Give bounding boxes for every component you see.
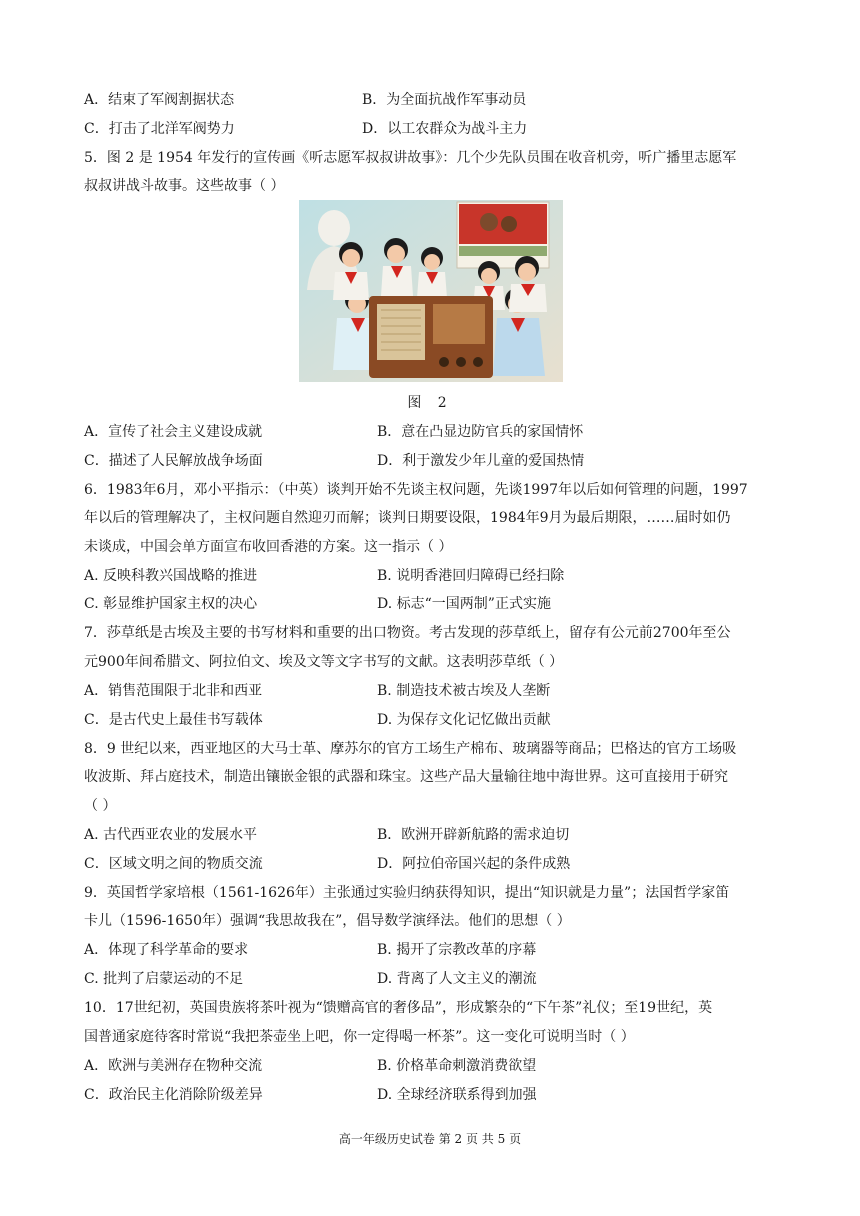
radio-icon [369, 296, 493, 378]
question-9-stem-line2: 卡儿（1596-1650年）强调“我思故我在”，倡导数学演绎法。他们的思想（ ） [84, 913, 571, 929]
question-10-stem-line2: 国普通家庭待客时常说“我把茶壶坐上吧，你一定得喝一杯茶”。这一变化可说明当时（ ） [84, 1029, 635, 1045]
question-8-option-b: B．欧洲开辟新航路的需求迫切 [377, 827, 570, 843]
question-10-option-c: C．政治民主化消除阶级差异 [84, 1087, 263, 1103]
question-10-option-b: B. 价格革命刺激消费欲望 [377, 1058, 537, 1074]
question-7-option-a: A．销售范围限于北非和西亚 [84, 683, 263, 699]
question-7-option-d: D. 为保存文化记忆做出贡献 [377, 712, 551, 728]
question-10-option-d: D. 全球经济联系得到加强 [377, 1087, 537, 1103]
question-9-option-c: C. 批判了启蒙运动的不足 [84, 971, 244, 987]
question-6-option-a: A. 反映科教兴国战略的推进 [84, 568, 258, 584]
question-6-option-d: D. 标志“一国两制”正式实施 [377, 596, 551, 612]
question-8-option-c: C．区域文明之间的物质交流 [84, 856, 263, 872]
question-9-stem-line1: 9．英国哲学家培根（1561-1626年）主张通过实验归纳获得知识，提出“知识就是力量”；法国哲学家笛 [84, 885, 730, 901]
question-5-option-a: A．宣传了社会主义建设成就 [84, 424, 263, 440]
option-b: B．为全面抗战作军事动员 [362, 92, 527, 108]
page-footer: 高一年级历史试卷 第 2 页 共 5 页 [338, 1132, 522, 1146]
question-5-stem-line1: 5．图 2 是 1954 年发行的宣传画《听志愿军叔叔讲故事》：几个少先队员围在收音机旁，听广播里志愿军 [84, 150, 737, 166]
question-6-option-c: C. 彰显维护国家主权的决心 [84, 596, 258, 612]
question-6-stem-line1: 6．1983年6月，邓小平指示：（中英）谈判开始不先谈主权问题，先谈1997年以后如何管理的问题，1997 [84, 482, 748, 498]
option-a: A．结束了军阀割据状态 [84, 92, 235, 108]
question-6-stem-line2: 年以后的管理解决了，主权问题自然迎刃而解；谈判日期要设限，1984年9月为最后期限，……届时如仍 [84, 510, 731, 526]
question-8-stem-line2: 收波斯、拜占庭技术，制造出镶嵌金银的武器和珠宝。这些产品大量输往地中海世界。这可直接用于研究 [84, 769, 728, 785]
wall-poster-icon [457, 202, 549, 268]
question-8-stem-line1: 8．9 世纪以来，西亚地区的大马士革、摩苏尔的官方工场生产棉布、玻璃器等商品；巴格达的官方工场吸 [84, 741, 737, 757]
question-7-option-b: B. 制造技术被古埃及人垄断 [377, 683, 551, 699]
question-10-option-a: A．欧洲与美洲存在物种交流 [84, 1058, 263, 1074]
question-9-option-a: A．体现了科学革命的要求 [84, 942, 249, 958]
question-7-option-c: C．是古代史上最佳书写载体 [84, 712, 263, 728]
question-10-stem-line1: 10．17世纪初，英国贵族将茶叶视为“馈赠高官的奢侈品”，形成繁杂的“下午茶”礼仪；至19世纪，英 [84, 1000, 713, 1016]
option-d: D．以工农群众为战斗主力 [362, 121, 528, 137]
figure-caption: 图 2 [407, 395, 453, 411]
question-9-option-b: B. 揭开了宗教改革的序幕 [377, 942, 537, 958]
question-6-option-b: B. 说明香港回归障碍已经扫除 [377, 568, 565, 584]
question-7-stem-line2: 元900年间希腊文、阿拉伯文、埃及文等文字书写的文献。这表明莎草纸（ ） [84, 654, 564, 670]
question-9-option-d: D. 背离了人文主义的潮流 [377, 971, 537, 987]
question-5-option-c: C．描述了人民解放战争场面 [84, 453, 263, 469]
option-c: C．打击了北洋军阀势力 [84, 121, 235, 137]
question-5-option-d: D．利于激发少年儿童的爱国热情 [377, 453, 585, 469]
question-7-stem-line1: 7．莎草纸是古埃及主要的书写材料和重要的出口物资。考古发现的莎草纸上，留存有公元前2700年至公 [84, 625, 731, 641]
question-5-stem-line2: 叔叔讲战斗故事。这些故事（ ） [84, 178, 285, 194]
question-8-stem-line3: （ ） [84, 798, 117, 814]
question-6-stem-line3: 未谈成，中国会单方面宣布收回香港的方案。这一指示（ ） [84, 539, 453, 555]
question-5-option-b: B．意在凸显边防官兵的家国情怀 [377, 424, 584, 440]
question-8-option-a: A. 古代西亚农业的发展水平 [84, 827, 258, 843]
question-8-option-d: D．阿拉伯帝国兴起的条件成熟 [377, 856, 571, 872]
propaganda-poster-figure [299, 200, 563, 382]
